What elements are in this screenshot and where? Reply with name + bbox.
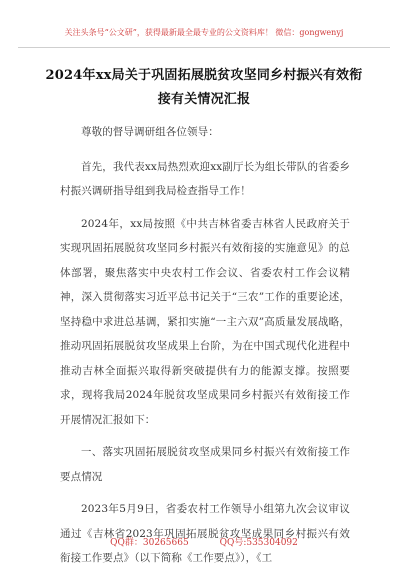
footer-banner: [0, 537, 408, 549]
paragraph-work-points: 2023年5月9日，省委农村工作领导小组第九次会议审议通过《吉林省2023年巩固拓展脱贫攻坚成果同乡村振兴有效衔接工作要点》（以下简称《工作要点》），《工: [60, 503, 350, 564]
section-heading-1: 一、落实巩固拓展脱贫攻坚成果同乡村振兴有效衔接工作要点情况: [60, 446, 350, 483]
paragraph-welcome: 首先，我代表xx局热烈欢迎xx副厅长为组长带队的省委乡村振兴调研指导组到我局检查指导工作！: [60, 160, 350, 197]
header-divider: [18, 47, 390, 48]
salutation: 尊敬的督导调研组各位领导：: [81, 126, 219, 138]
document-body: [60, 120, 350, 579]
qq-group-label: QQ群：30265665: [110, 538, 189, 548]
document-title: 2024年xx局关于巩固拓展脱贫攻坚同乡村振兴有效衔接有关情况汇报: [45, 68, 363, 107]
qq-number-label: QQ号:535304092: [219, 538, 298, 548]
paragraph-overview: 2024年，xx局按照《中共吉林省委吉林省人民政府关于实现巩固拓展脱贫攻坚同乡村振兴有效衔接的实施意见》的总体部署，聚焦落实中央农村工作会议、省委农村工作会议精神，深入贯彻落实习近平总书记关于“三农”工作的重要论述，坚持稳中求进总基调，紧扣实施“一主六双”高质量发展战略，推动巩固拓展脱贫攻坚成果上台阶，为在中国式现代化进程中推动吉林全面振兴取得新突破提供有力的能源支撑。按照要求，现将我局2024年脱贫攻坚成果同乡村振兴有效衔接工作开展情况汇报如下：: [60, 217, 350, 426]
header-banner: 关注头条号“公文研”，获得最新最全最专业的公文资料库！ 微信：gongwenyj: [64, 28, 344, 37]
